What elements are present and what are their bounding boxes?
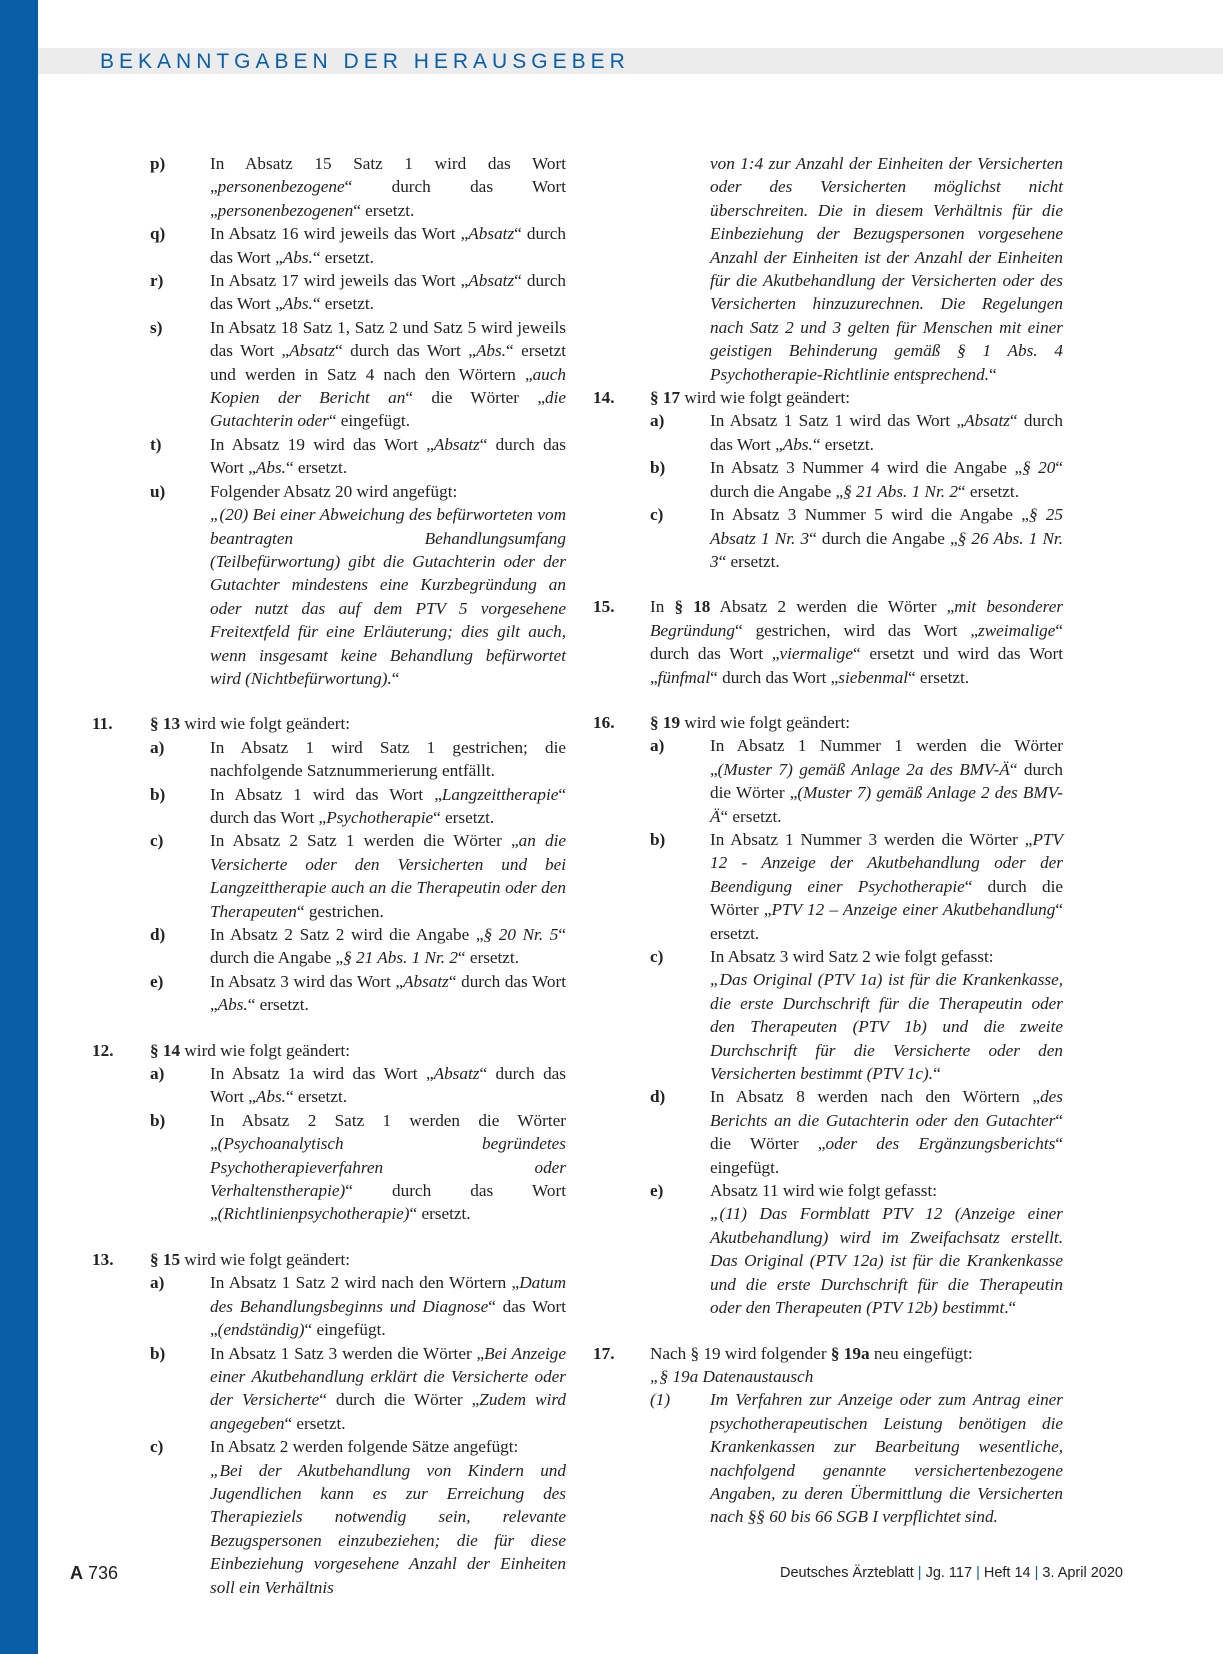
list-item	[92, 736, 566, 783]
section-heading	[593, 386, 1063, 409]
item-text: In Absatz 3 Nummer 5 wird die Angabe „§ 25 Absatz 1 Nr. 3“ durch die Angabe „§ 26 Abs. 1 Nr. 3“ ersetzt.	[710, 505, 1063, 571]
section-heading	[593, 595, 1063, 689]
list-item	[150, 152, 566, 222]
indent	[92, 783, 150, 830]
item-label: p)	[150, 154, 166, 173]
section-text: § 13 wird wie folgt geändert:	[150, 714, 350, 734]
section-number: 14.	[593, 388, 615, 408]
list-item	[150, 480, 566, 691]
item-label: c)	[150, 831, 164, 851]
item-label: d)	[150, 925, 166, 944]
spacer	[150, 1017, 566, 1039]
indent	[92, 970, 150, 1017]
item-text: In Absatz 17 wird jeweils das Wort „Absatz“ durch das Wort „Abs.“ ersetzt.	[210, 271, 566, 314]
item-text: In Absatz 19 wird das Wort „Absatz“ durch das Wort „Abs.“ ersetzt.	[210, 434, 566, 478]
indent	[593, 1085, 650, 1179]
indent	[650, 152, 710, 386]
spacer	[593, 1320, 1063, 1342]
journal-footer: Deutsches Ärzteblatt | Jg. 117 | Heft 14 | 3. April 2020	[779, 1565, 1123, 1581]
list-item	[593, 1388, 1063, 1528]
section-number: 16.	[593, 712, 615, 732]
indent	[593, 1179, 650, 1319]
section-number: 12.	[92, 1040, 114, 1060]
item-label: e)	[150, 971, 164, 991]
item-label: r)	[150, 271, 164, 291]
list-item	[593, 945, 1063, 1085]
item-label: b)	[650, 458, 666, 478]
list-item	[593, 1085, 1063, 1179]
item-label: a)	[150, 737, 165, 757]
indent	[92, 736, 150, 783]
indent	[593, 152, 650, 386]
indent	[92, 923, 150, 970]
list-item	[92, 1435, 566, 1599]
item-label: u)	[150, 481, 166, 501]
item-label: e)	[650, 1181, 664, 1201]
journal-name: Deutsches Ärzteblatt	[779, 1565, 914, 1581]
item-text: In Absatz 1 Satz 3 werden die Wörter „Bei Anzeige einer Akutbehandlung erklärt die Versicherte oder der Versicherte“ durch die Wörter „Zudem wird angegeben“ ersetzt.	[210, 1343, 567, 1433]
section-text: In § 18 Absatz 2 werden die Wörter „mit besonderer Begründung“ gestrichen, wird das Wort „zweimalige“ durch das Wort „viermalige“ ersetzt und wird das Wort „fünfmal“ durch das Wort „siebenmal“ ersetzt.	[650, 597, 1064, 687]
item-label: t)	[150, 434, 162, 454]
section-text: § 15 wird wie folgt geändert:	[150, 1249, 350, 1269]
spacer	[593, 689, 1063, 711]
section-text: § 14 wird wie folgt geändert:	[150, 1040, 350, 1060]
section-text: § 19 wird wie folgt geändert:	[650, 712, 850, 732]
list-item	[593, 503, 1063, 573]
list-item	[593, 828, 1063, 945]
numbered-section	[593, 1342, 1063, 1529]
section-heading	[593, 711, 1063, 734]
list-item	[593, 409, 1063, 456]
item-text: In Absatz 1 Nummer 3 werden die Wörter „PTV 12 - Anzeige der Akutbehandlung oder der Beendigung einer Psychotherapie“ durch die Wörter „PTV 12 – Anzeige einer Akutbehandlung“ ersetzt.	[710, 829, 1064, 943]
item-text: In Absatz 2 Satz 2 wird die Angabe „§ 20 Nr. 5“ durch die Angabe „§ 21 Abs. 1 Nr. 2“ ersetzt.	[210, 925, 566, 968]
spacer	[150, 1226, 566, 1248]
item-label: d)	[650, 1087, 666, 1107]
item-label: s)	[150, 317, 163, 337]
numbered-section	[593, 595, 1063, 689]
item-text: In Absatz 3 Nummer 4 wird die Angabe „§ 20“ durch die Angabe „§ 21 Abs. 1 Nr. 2“ ersetzt.	[710, 458, 1064, 501]
indent	[92, 1109, 150, 1226]
item-label: c)	[650, 947, 664, 966]
list-item	[593, 456, 1063, 503]
item-text: In Absatz 15 Satz 1 wird das Wort „personenbezogene“ durch das Wort „personenbezogenen“ ersetzt.	[210, 154, 566, 220]
indent	[593, 828, 650, 945]
item-label: c)	[150, 1437, 164, 1457]
indent	[92, 829, 150, 923]
list-item	[92, 1271, 566, 1341]
issue: Heft 14	[983, 1565, 1031, 1581]
continuation-body: von 1:4 zur Anzahl der Einheiten der Versicherten oder des Versicherten möglichst nicht überschreiten. Die in diesem Verhältnis für die Einbeziehung der Bezugspersonen vorgesehene Anzahl der Einheiten ist der Anzahl der Einheiten für die Akutbehandlung der Versicherten oder des Versicherten hinzuzurechnen. Die Regelungen nach Satz 2 und 3 gelten für Menschen mit einer geistigen Behinderung gemäß § 1 Abs. 4 Psychotherapie-Richtlinie entsprechend.“	[710, 154, 1063, 384]
spacer	[593, 573, 1063, 595]
right-column	[593, 152, 1063, 1529]
section-number: 17.	[593, 1343, 615, 1363]
item-text: Im Verfahren zur Anzeige oder zum Antrag einer psychotherapeutischen Leistung benötigen die Krankenkassen zur Bearbeitung wesentliche, nachfolgend genannte versichertenbezogene Angaben, zu deren Übermittlung die Versicherten nach §§ 60 bis 66 SGB I verpflichtet sind.	[710, 1390, 1063, 1527]
section-text: § 17 wird wie folgt geändert:	[650, 388, 850, 408]
list-item	[593, 1179, 1063, 1319]
indent	[593, 456, 650, 503]
side-color-bar	[0, 0, 38, 1654]
item-text: In Absatz 2 werden folgende Sätze angefügt: „Bei der Akutbehandlung von Kindern und Jugendlichen kann es zur Erreichung des Therapieziels notwendig sein, relevante Bezugspersonen einzubeziehen; die für diese Einbeziehung vorgesehene Anzahl der Einheiten soll ein Verhältnis	[210, 1437, 566, 1597]
item-text: In Absatz 2 Satz 1 werden die Wörter „an die Versicherte oder den Versicherten und bei Langzeittherapie auch an die Therapeutin oder den Therapeuten“ gestrichen.	[210, 831, 566, 921]
item-text: In Absatz 2 Satz 1 werden die Wörter „(Psychoanalytisch begründetes Psychotherapieverfahren oder Verhaltenstherapie)“ durch das Wort „(Richtlinienpsychotherapie)“ ersetzt.	[210, 1110, 566, 1224]
item-text: Absatz 11 wird wie folgt gefasst: „(11) Das Formblatt PTV 12 (Anzeige einer Akutbehandlung) wird im Zweifachsatz erstellt. Das Original (PTV 12a) ist für die Krankenkasse und die erste Durchschrift für die Therapeutin oder den Therapeuten (PTV 12b) bestimmt.“	[710, 1181, 1063, 1318]
numbered-section	[92, 712, 566, 1016]
item-text: In Absatz 8 werden nach den Wörtern „des Berichts an die Gutachterin oder den Gutachter“ die Wörter „oder des Ergänzungsberichts“ eingefügt.	[710, 1087, 1063, 1177]
item-text: In Absatz 3 wird Satz 2 wie folgt gefasst: „Das Original (PTV 1a) ist für die Krankenkasse, die erste Durchschrift für die Therapeutin oder den Therapeuten (PTV 1b) und die zweite Durchschrift für die Versicherte oder den Versicherten bestimmt (PTV 1c).“	[710, 947, 1063, 1084]
list-item	[593, 734, 1063, 828]
page-number: A 736	[70, 1563, 119, 1583]
numbered-section	[92, 1039, 566, 1226]
list-item	[92, 829, 566, 923]
list-item	[92, 1109, 566, 1226]
list-item	[92, 923, 566, 970]
item-text: Folgender Absatz 20 wird angefügt: „(20) Bei einer Abweichung des befürworteten vom beantragten Behandlungsumfang (Teilbefürwortung) gibt die Gutachterin oder der Gutachter mindestens eine Kurzbegründung an oder nutzt das auf dem PTV 5 vorgesehene Freitextfeld für eine Erläuterung; dies gilt auch, wenn insgesamt keine Behandlung befürwortet wird (Nichtbefürwortung).“	[210, 481, 566, 688]
item-text: In Absatz 1a wird das Wort „Absatz“ durch das Wort „Abs.“ ersetzt.	[210, 1064, 566, 1107]
item-text: In Absatz 1 Satz 2 wird nach den Wörtern „Datum des Behandlungsbeginns und Diagnose“ das Wort „(endständig)“ eingefügt.	[210, 1273, 566, 1340]
indent	[593, 1388, 650, 1528]
item-text: In Absatz 1 Satz 1 wird das Wort „Absatz“ durch das Wort „Abs.“ ersetzt.	[710, 411, 1063, 454]
item-label: b)	[150, 1343, 166, 1363]
list-item	[150, 269, 566, 316]
section-text: Nach § 19 wird folgender § 19a neu eingefügt: „§ 19a Datenaustausch	[650, 1343, 973, 1386]
indent	[593, 409, 650, 456]
section-number: 13.	[92, 1249, 114, 1269]
item-label: a)	[650, 411, 665, 431]
list-item	[150, 433, 566, 480]
item-text: In Absatz 1 Nummer 1 werden die Wörter „(Muster 7) gemäß Anlage 2a des BMV-Ä“ durch die Wörter „(Muster 7) gemäß Anlage 2 des BMV-Ä“ ersetzt.	[710, 736, 1063, 826]
item-text: In Absatz 1 wird das Wort „Langzeittherapie“ durch das Wort „Psychotherapie“ ersetzt.	[210, 784, 566, 827]
list-item	[92, 1062, 566, 1109]
list-item	[92, 970, 566, 1017]
item-label: b)	[150, 784, 166, 804]
numbered-section	[593, 386, 1063, 573]
section-heading	[593, 1342, 1063, 1389]
list-item	[150, 316, 566, 433]
section-heading	[92, 1039, 566, 1062]
spacer	[150, 690, 566, 712]
list-item	[92, 1342, 566, 1436]
item-text: In Absatz 16 wird jeweils das Wort „Absatz“ durch das Wort „Abs.“ ersetzt.	[210, 224, 566, 267]
item-label: a)	[650, 736, 665, 756]
volume: Jg. 117	[925, 1565, 973, 1581]
item-label: (1)	[650, 1390, 671, 1410]
item-text: In Absatz 3 wird das Wort „Absatz“ durch das Wort „Abs.“ ersetzt.	[210, 971, 566, 1015]
item-text: In Absatz 18 Satz 1, Satz 2 und Satz 5 wird jeweils das Wort „Absatz“ durch das Wort „Abs.“ ersetzt und werden in Satz 4 nach den Wörtern „auch Kopien der Bericht an“ die Wörter „die Gutachterin oder“ eingefügt.	[210, 317, 566, 431]
date: 3. April 2020	[1042, 1565, 1123, 1581]
list-item	[150, 222, 566, 269]
numbered-section	[92, 1248, 566, 1599]
item-label: q)	[150, 224, 166, 244]
indent	[92, 1342, 150, 1436]
indent	[593, 734, 650, 828]
indent	[593, 945, 650, 1085]
numbered-section	[593, 711, 1063, 1320]
item-label: b)	[650, 829, 666, 849]
item-label: c)	[650, 505, 664, 525]
section-number: 11.	[92, 714, 113, 734]
item-text: In Absatz 1 wird Satz 1 gestrichen; die nachfolgende Satznummerierung entfällt.	[210, 737, 566, 781]
item-label: b)	[150, 1110, 166, 1130]
section-number: 15.	[593, 597, 615, 617]
section-header-title: BEKANNTGABEN DER HERAUSGEBER	[100, 50, 630, 73]
item-label: a)	[150, 1273, 165, 1293]
section-heading	[92, 1248, 566, 1271]
continuation-text	[593, 152, 1063, 386]
section-heading	[92, 712, 566, 735]
indent	[92, 1271, 150, 1341]
indent	[593, 503, 650, 573]
list-item	[92, 783, 566, 830]
indent	[92, 1062, 150, 1109]
item-label: a)	[150, 1064, 165, 1084]
